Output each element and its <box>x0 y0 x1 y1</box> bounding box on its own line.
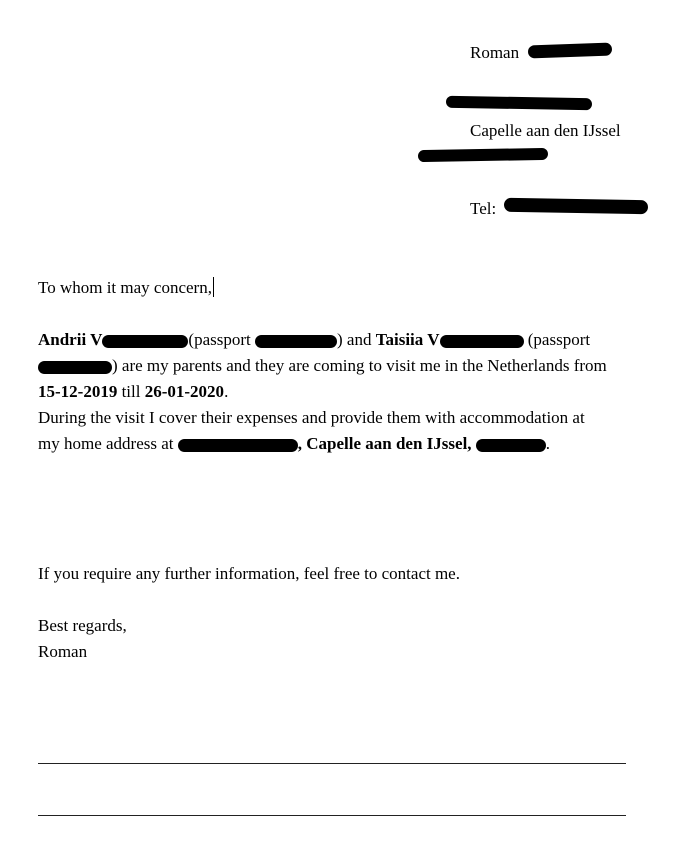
address-prefix: my home address at <box>38 434 174 453</box>
redaction-mark <box>102 335 188 348</box>
para1-line3 <box>38 380 228 404</box>
tel-label: Tel: <box>470 199 497 218</box>
date-to: 26-01-2020 <box>144 382 225 401</box>
redaction-mark <box>178 439 298 452</box>
passport-label-1: (passport <box>188 330 251 349</box>
para2-line1: During the visit I cover their expenses and provide them with accommodation at <box>38 408 585 427</box>
redaction-mark <box>476 439 546 452</box>
closing-line: If you require any further information, feel free to contact me. <box>38 564 460 583</box>
para2-line2 <box>38 432 550 456</box>
text-cursor <box>213 277 215 297</box>
parent2-name: Taisiia V <box>375 330 440 349</box>
sender-tel-line <box>470 198 496 220</box>
passport-label-2: (passport <box>527 330 591 349</box>
para1-line1 <box>38 328 590 352</box>
signature-line <box>38 763 626 764</box>
redaction-mark <box>528 43 612 59</box>
redaction-mark <box>38 361 112 374</box>
redaction-mark <box>418 148 548 162</box>
parent1-name: Andrii V <box>38 330 103 349</box>
redaction-mark <box>446 96 592 111</box>
sender-name-line <box>470 42 519 64</box>
period: . <box>545 434 551 453</box>
date-from: 15-12-2019 <box>38 382 118 401</box>
period: . <box>224 382 229 401</box>
address-city: , Capelle aan den IJssel, <box>297 434 472 453</box>
signature-name: Roman <box>38 642 88 661</box>
redaction-mark <box>255 335 337 348</box>
redaction-mark <box>504 198 648 215</box>
para1-line2 <box>38 354 607 378</box>
sender-city: Capelle aan den IJssel <box>470 121 621 140</box>
para1-text: ) are my parents and they are coming to visit me in the Netherlands from <box>112 356 607 375</box>
sender-name: Roman <box>470 43 520 62</box>
regards: Best regards, <box>38 616 127 635</box>
redaction-mark <box>440 335 524 348</box>
and-text: ) and <box>336 330 372 349</box>
greeting-text: To whom it may concern, <box>38 278 212 297</box>
signature-line <box>38 815 626 816</box>
till-text: till <box>121 382 141 401</box>
greeting <box>38 276 214 300</box>
